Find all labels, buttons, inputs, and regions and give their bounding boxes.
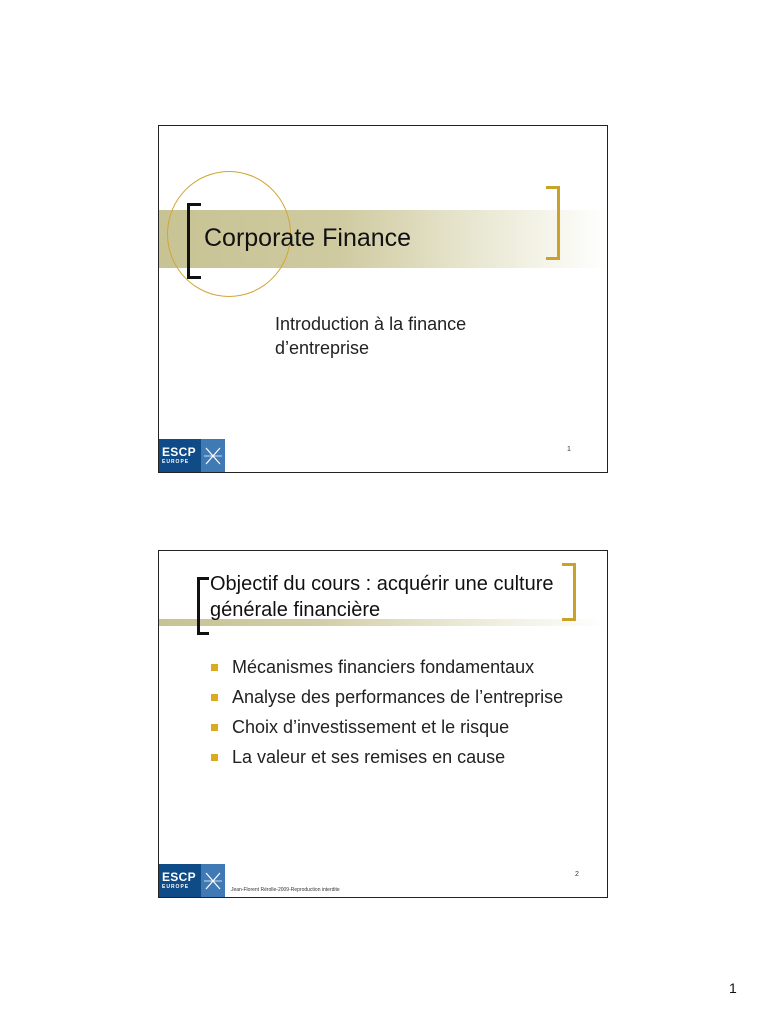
logo-text-escp: ESCP — [162, 444, 196, 459]
bullet-item — [211, 745, 591, 770]
bullet-square-icon — [211, 664, 218, 671]
left-bracket-icon — [187, 203, 201, 279]
slide-number: 1 — [567, 446, 571, 453]
slide-title: Objectif du cours : acquérir une culture générale financière — [210, 573, 554, 621]
bullet-text: Mécanismes financiers fondamentaux — [232, 657, 535, 677]
escp-logo — [159, 439, 225, 472]
bullet-square-icon — [211, 724, 218, 731]
bullet-text: Choix d’investissement et le risque — [232, 717, 510, 737]
slide-number: 2 — [575, 871, 579, 878]
slide-title: Corporate Finance — [204, 224, 412, 252]
bullet-text: Analyse des performances de l’entreprise — [232, 687, 564, 707]
slide-2 — [158, 550, 608, 898]
logo-text-escp: ESCP — [162, 869, 196, 884]
page-number: 1 — [729, 980, 737, 996]
logo-text-europe: EUROPE — [162, 883, 190, 890]
bullet-item — [211, 685, 591, 710]
escp-star-icon — [201, 864, 225, 897]
bullet-item — [211, 715, 591, 740]
escp-star-icon — [201, 439, 225, 472]
bullet-text: La valeur et ses remises en cause — [232, 747, 506, 767]
slide-footer: Jean-Florent Rérolle-2009-Reproduction interdite — [231, 887, 340, 893]
slide-subtitle: Introduction à la finance d’entreprise — [275, 314, 467, 358]
bullet-item — [211, 655, 591, 680]
right-bracket-icon — [546, 186, 560, 260]
bullet-square-icon — [211, 754, 218, 761]
bullet-list — [211, 655, 591, 775]
escp-logo — [159, 864, 225, 897]
slide-1 — [158, 125, 608, 473]
left-bracket-icon — [197, 577, 209, 635]
logo-text-europe: EUROPE — [162, 458, 190, 465]
bullet-square-icon — [211, 694, 218, 701]
